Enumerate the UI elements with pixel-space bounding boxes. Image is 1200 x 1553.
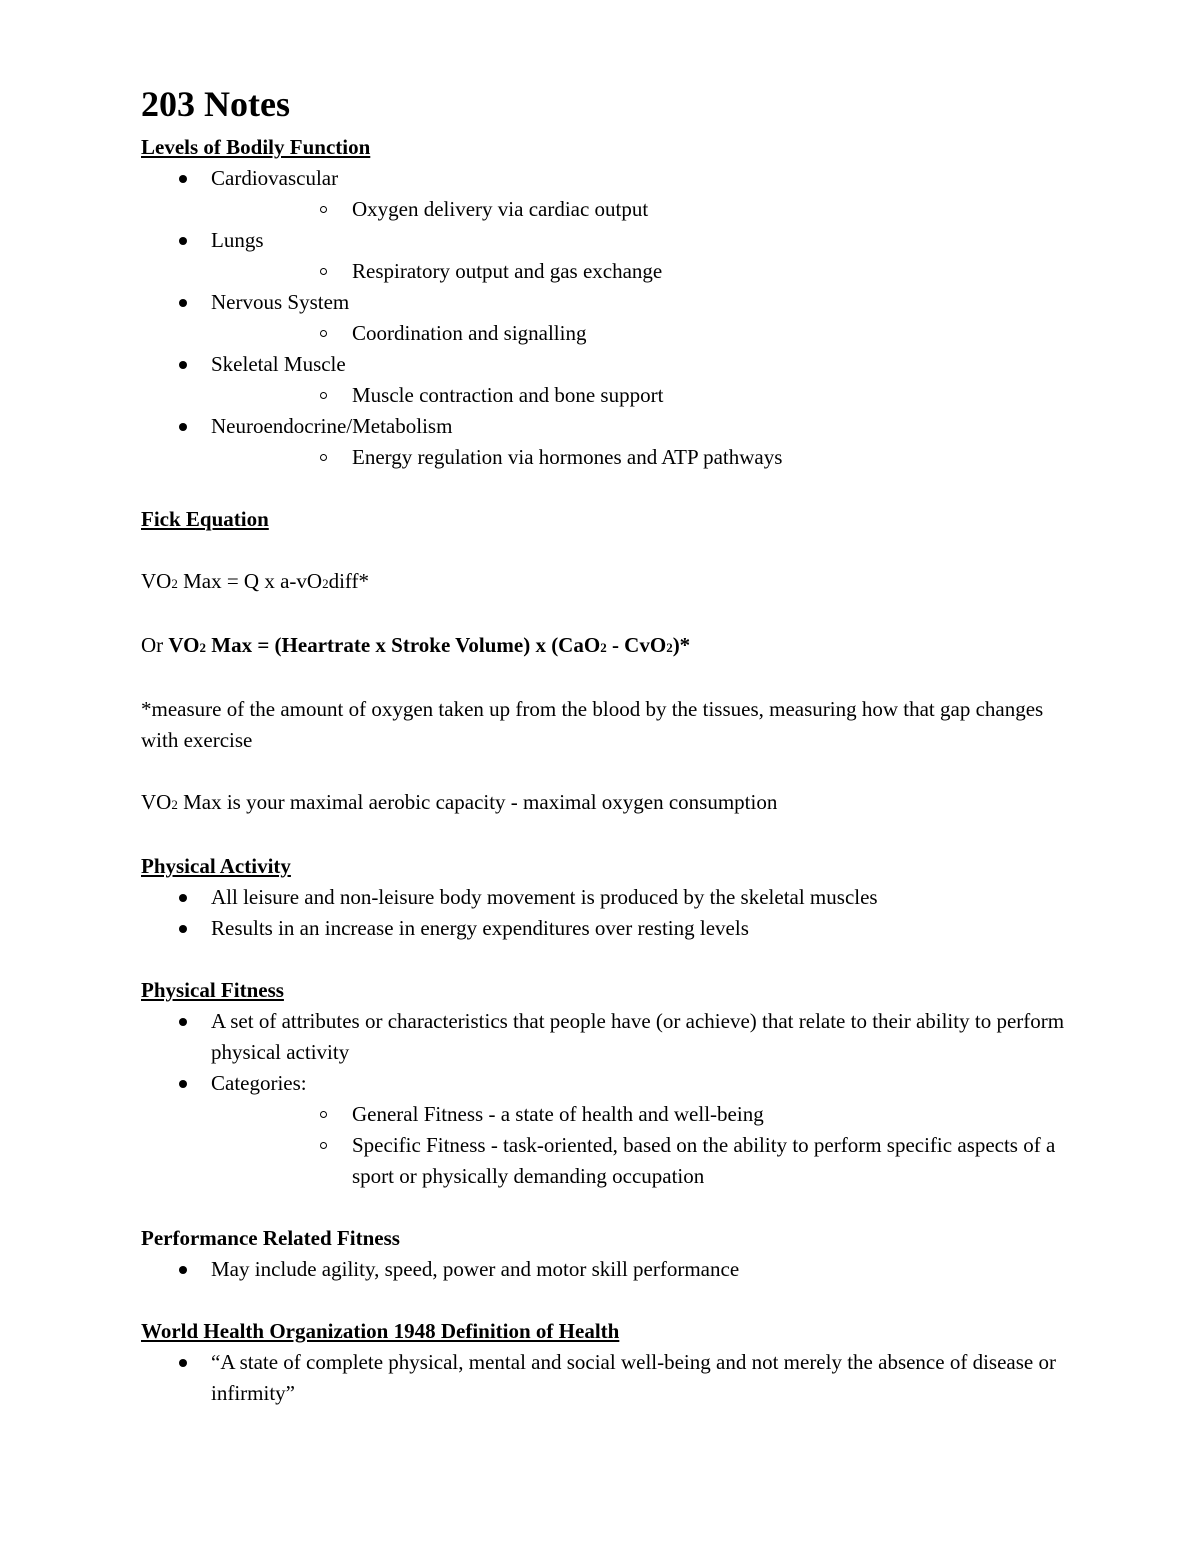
heading-fick: Fick Equation [141,507,269,531]
levels-list [141,163,1081,473]
sub-list-item: Oxygen delivery via cardiac output [211,194,1081,225]
activity-list [141,882,1081,944]
heading-who-definition: World Health Organization 1948 Definition of Health [141,1319,620,1343]
list-item: Results in an increase in energy expenditures over resting levels [141,913,1081,944]
list-item: Skeletal Muscle Muscle contraction and bone support [141,349,1081,411]
performance-list [141,1254,1081,1285]
vo2-definition: VO2 Max is your maximal aerobic capacity - maximal oxygen consumption [141,790,778,814]
list-item: Categories: General Fitness - a state of health and well-being Specific Fitness - task-oriented, based on the ability to perform specific aspects of a sport or physically demanding occupation [141,1068,1081,1192]
list-item: A set of attributes or characteristics that people have (or achieve) that relate to their ability to perform physical activity [141,1006,1081,1068]
who-list [141,1347,1081,1409]
sub-list-item: Coordination and signalling [211,318,1081,349]
list-item: Cardiovascular Oxygen delivery via cardiac output [141,163,1081,225]
list-item: Lungs Respiratory output and gas exchange [141,225,1081,287]
document-page [141,82,1081,1409]
fick-equation-expanded: Or VO2 Max = (Heartrate x Stroke Volume) x (CaO2 - CvO2)* [141,633,691,657]
sub-list-item: General Fitness - a state of health and well-being [211,1099,1081,1130]
sub-list-item: Specific Fitness - task-oriented, based on the ability to perform specific aspects of a sport or physically demanding occupation [211,1130,1081,1192]
list-item: “A state of complete physical, mental and social well-being and not merely the absence of disease or infirmity” [141,1347,1081,1409]
heading-physical-activity: Physical Activity [141,854,291,878]
fick-equation: VO2 Max = Q x a-vO2diff* [141,569,370,593]
sub-list-item: Energy regulation via hormones and ATP pathways [211,442,1081,473]
list-item: Nervous System Coordination and signalling [141,287,1081,349]
fitness-list [141,1006,1081,1192]
list-item: Neuroendocrine/Metabolism Energy regulation via hormones and ATP pathways [141,411,1081,473]
sub-list-item: Respiratory output and gas exchange [211,256,1081,287]
heading-levels: Levels of Bodily Function [141,135,371,159]
fick-note: *measure of the amount of oxygen taken up from the blood by the tissues, measuring how that gap changes with exercise [141,697,1044,752]
heading-physical-fitness: Physical Fitness [141,978,284,1002]
list-item: May include agility, speed, power and motor skill performance [141,1254,1081,1285]
heading-performance-fitness: Performance Related Fitness [141,1226,400,1250]
list-item: All leisure and non-leisure body movement is produced by the skeletal muscles [141,882,1081,913]
page-title: 203 Notes [141,84,290,124]
sub-list-item: Muscle contraction and bone support [211,380,1081,411]
